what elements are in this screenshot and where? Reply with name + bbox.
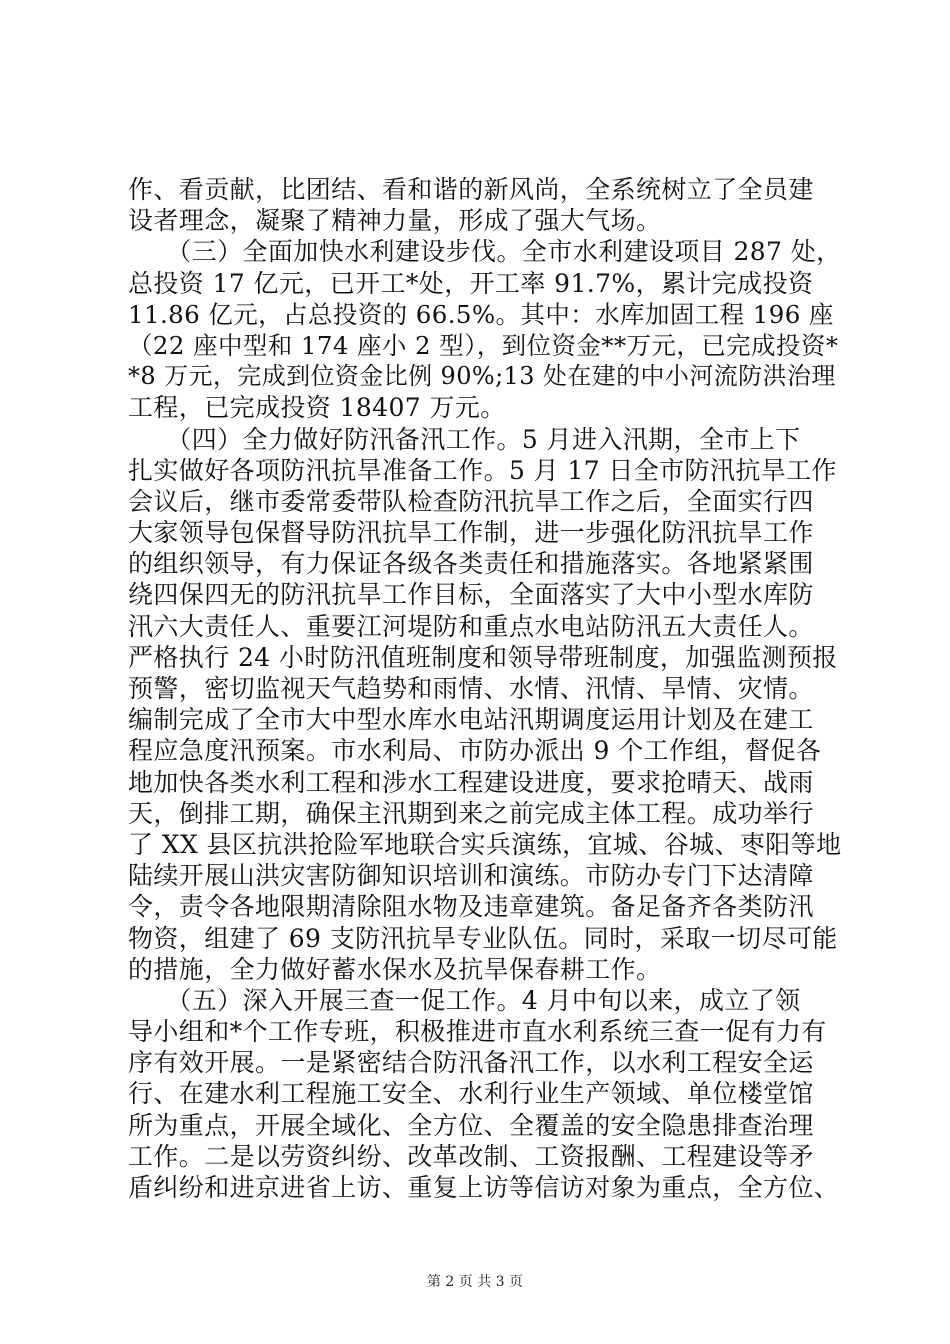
text-line: 工作。二是以劳资纠纷、改革改制、工资报酬、工程建设等矛 bbox=[128, 1141, 814, 1171]
text-line: 了 XX 县区抗洪抢险军地联合实兵演练，宜城、谷城、枣阳等地 bbox=[128, 829, 842, 859]
text-line: 的措施，全力做好蓄水保水及抗旱保春耕工作。 bbox=[128, 954, 662, 984]
text-line: 序有效开展。一是紧密结合防汛备汛工作，以水利工程安全运 bbox=[128, 1048, 814, 1078]
text-line: 绕四保四无的防汛抗旱工作目标，全面落实了大中小型水库防 bbox=[128, 580, 814, 610]
text-line: 地加快各类水利工程和涉水工程建设进度，要求抢晴天、战雨 bbox=[128, 767, 814, 797]
text-line: 11.86 亿元，占总投资的 66.5%。其中：水库加固工程 196 座 bbox=[128, 299, 834, 329]
text-line: 编制完成了全市大中型水库水电站汛期调度运用计划及在建工 bbox=[128, 705, 814, 735]
page-footer: 第 2 页 共 3 页 bbox=[426, 1274, 524, 1290]
text-line: 的组织领导，有力保证各级各类责任和措施落实。各地紧紧围 bbox=[128, 549, 814, 579]
text-line: 导小组和*个工作专班，积极推进市直水利系统三查一促有力有 bbox=[128, 1017, 827, 1047]
text-line: 扎实做好各项防汛抗旱准备工作。5 月 17 日全市防汛抗旱工作 bbox=[128, 455, 837, 485]
text-line: 汛六大责任人、重要江河堤防和重点水电站防汛五大责任人。 bbox=[128, 611, 814, 641]
text-line: 设者理念，凝聚了精神力量，形成了强大气场。 bbox=[128, 206, 662, 236]
text-line: （四）全力做好防汛备汛工作。5 月进入汛期，全市上下 bbox=[128, 424, 801, 454]
text-line: 大家领导包保督导防汛抗旱工作制，进一步强化防汛抗旱工作 bbox=[128, 518, 814, 548]
text-line: （22 座中型和 174 座小 2 型），到位资金**万元，已完成投资* bbox=[128, 330, 839, 360]
text-line: 工程，已完成投资 18407 万元。 bbox=[128, 393, 506, 423]
text-line: 作、看贡献，比团结、看和谐的新风尚，全系统树立了全员建 bbox=[128, 175, 814, 204]
text-line: 程应急度汛预案。市水利局、市防办派出 9 个工作组，督促各 bbox=[128, 736, 822, 766]
text-line: *8 万元，完成到位资金比例 90%;13 处在建的中小河流防洪治理 bbox=[128, 362, 836, 391]
text-line: （三）全面加快水利建设步伐。全市水利建设项目 287 处， bbox=[128, 237, 842, 267]
text-line: 总投资 17 亿元，已开工*处，开工率 91.7%，累计完成投资 bbox=[128, 268, 814, 298]
text-line: 严格执行 24 小时防汛值班制度和领导带班制度，加强监测预报 bbox=[128, 642, 838, 672]
text-line: 陆续开展山洪灾害防御知识培训和演练。市防办专门下达清障 bbox=[128, 861, 814, 891]
text-line: 令，责令各地限期清除阻水物及违章建筑。备足备齐各类防汛 bbox=[128, 892, 814, 922]
text-line: 会议后，继市委常委带队检查防汛抗旱工作之后，全面实行四 bbox=[128, 486, 814, 516]
text-line: 盾纠纷和进京进省上访、重复上访等信访对象为重点，全方位、 bbox=[128, 1173, 840, 1202]
text-line: 行、在建水利工程施工安全、水利行业生产领域、单位楼堂馆 bbox=[128, 1079, 814, 1109]
text-line: 物资，组建了 69 支防汛抗旱专业队伍。同时，采取一切尽可能 bbox=[128, 923, 838, 953]
text-line: 天，倒排工期，确保主汛期到来之前完成主体工程。成功举行 bbox=[128, 798, 814, 828]
text-line: 预警，密切监视天气趋势和雨情、水情、汛情、旱情、灾情。 bbox=[128, 674, 814, 703]
text-line: 所为重点，开展全域化、全方位、全覆盖的安全隐患排查治理 bbox=[128, 1110, 814, 1140]
text-line: （五）深入开展三查一促工作。4 月中旬以来，成立了领 bbox=[128, 985, 801, 1015]
body-text bbox=[128, 174, 843, 1203]
